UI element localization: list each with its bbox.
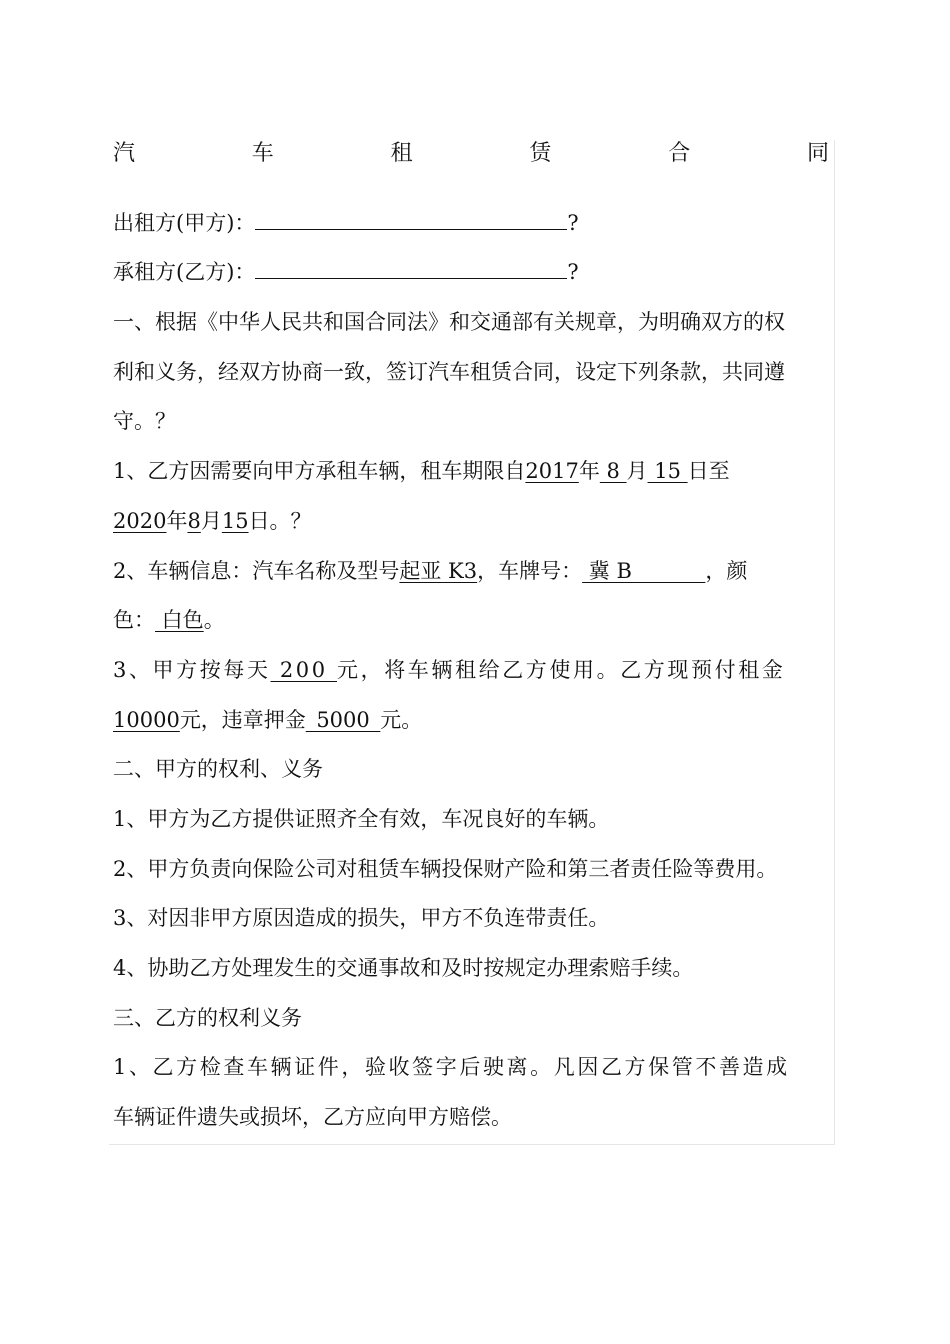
end-year-unit: 年: [166, 509, 188, 533]
vehicle-model: 起亚 K3: [399, 559, 478, 583]
section2-item: 1、甲方为乙方提供证照齐全有效，车况良好的车辆。: [113, 807, 610, 831]
plate-label: ，车牌号：: [477, 559, 583, 583]
section3-item1-line1: 1、乙方检查车辆证件，验收签字后驶离。凡因乙方保管不善造成: [113, 1055, 790, 1079]
clause1-line-2: [113, 506, 312, 536]
clause3-text-b: 元，将车辆租给乙方使用。乙方现预付租金: [337, 658, 786, 682]
clause2-line-2: [113, 605, 225, 635]
intro-line-1: 一、根据《中华人民共和国合同法》和交通部有关规章，为明确双方的权: [113, 310, 785, 334]
lessee-line: [113, 257, 579, 287]
title-char: 合: [668, 141, 691, 166]
lessee-label: 承租方(乙方)：: [113, 260, 256, 284]
daily-rate: 200: [270, 658, 337, 682]
end-month: 8: [187, 509, 201, 533]
intro-line-2: 利和义务，经双方协商一致，签订汽车租赁合同，设定下列条款，共同遵: [113, 360, 785, 384]
document-title: [113, 138, 829, 170]
document-page-frame: [109, 140, 835, 1145]
section3-item1-line2: 车辆证件遗失或损坏，乙方应向甲方赔偿。: [113, 1105, 512, 1129]
license-plate: 冀 B: [582, 559, 706, 583]
title-char: 车: [251, 141, 274, 166]
clause3-line-1: [113, 655, 785, 685]
month-unit: 月: [626, 459, 648, 483]
start-day: 15: [647, 459, 688, 483]
clause1-line-1: [113, 456, 730, 486]
end-month-unit: 月: [200, 509, 222, 533]
intro-line-3: 守。？: [113, 409, 176, 433]
clause3-text-c: 元，违章押金: [179, 708, 306, 732]
title-char: 同: [806, 141, 829, 166]
section2-item: 2、甲方负责向保险公司对租赁车辆投保财产险和第三者责任险等费用。: [113, 857, 778, 881]
lessor-name-field[interactable]: [255, 209, 567, 230]
section2-item: 3、对因非甲方原因造成的损失，甲方不负连带责任。: [113, 906, 610, 930]
vehicle-color: 白色: [155, 608, 204, 632]
end-suffix: 日。？: [248, 509, 312, 533]
color-label: 色：: [113, 608, 155, 632]
clause2-text-c: ，颜: [705, 559, 748, 583]
clause3-text-d: 元。: [380, 708, 423, 732]
title-char: 赁: [529, 141, 552, 166]
end-year: 2020: [113, 509, 167, 533]
end-day: 15: [221, 509, 249, 533]
lessor-label: 出租方(甲方)：: [113, 211, 256, 235]
clause3-text: 3、甲方按每天: [113, 658, 271, 682]
year-unit: 年: [578, 459, 600, 483]
day-unit: 日至: [687, 459, 730, 483]
section2-item: 4、协助乙方处理发生的交通事故和及时按规定办理索赔手续。: [113, 956, 694, 980]
start-month: 8: [599, 459, 627, 483]
start-year: 2017: [525, 459, 579, 483]
title-char: 租: [390, 141, 413, 166]
violation-deposit: _5000_: [305, 708, 381, 732]
lessee-suffix: ?: [567, 260, 579, 284]
lessee-name-field[interactable]: [255, 258, 567, 279]
section3-heading: 三、乙方的权利义务: [113, 1006, 302, 1030]
clause2-text: 2、车辆信息：汽车名称及型号: [113, 559, 400, 583]
prepaid-rent: 10000: [113, 708, 180, 732]
title-char: 汽: [113, 141, 136, 166]
clause1-text: 1、乙方因需要向甲方承租车辆，租车期限自: [113, 459, 526, 483]
lessor-line: [113, 208, 579, 238]
clause2-end: 。: [203, 608, 225, 632]
lessor-suffix: ?: [567, 211, 579, 235]
section2-heading: 二、甲方的权利、义务: [113, 757, 323, 781]
clause3-line-2: [113, 705, 422, 735]
clause2-line-1: [113, 556, 747, 586]
